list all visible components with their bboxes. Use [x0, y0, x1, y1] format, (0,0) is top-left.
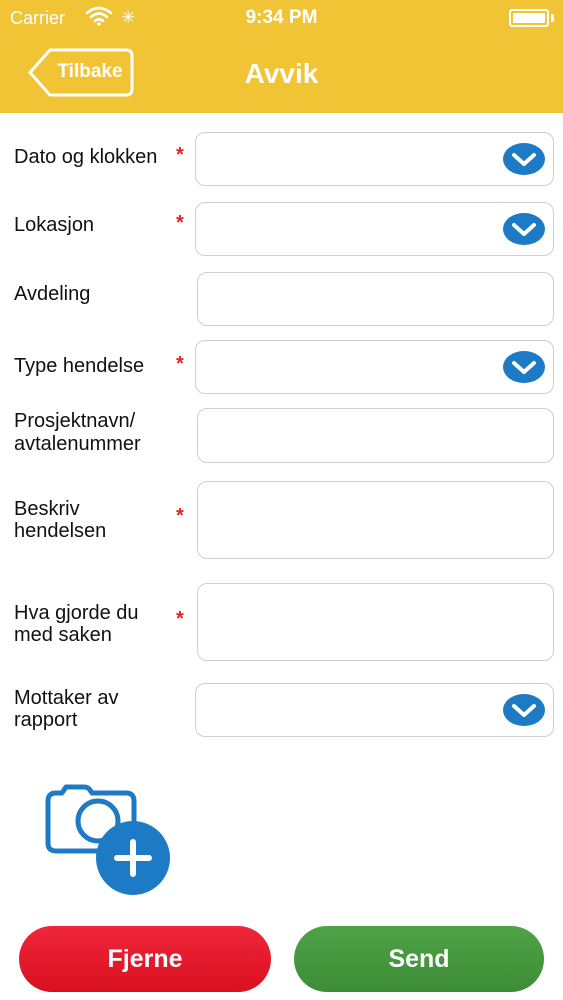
field-label-location: Lokasjon [14, 214, 95, 236]
field-label-report-recipient-line2: rapport [14, 709, 78, 731]
incident-type-dropdown[interactable] [195, 340, 554, 394]
describe-incident-textarea[interactable] [197, 481, 554, 559]
add-photo-button[interactable] [44, 781, 174, 902]
chevron-down-icon [503, 694, 545, 726]
chevron-down-icon [503, 213, 545, 245]
battery-icon [509, 9, 549, 27]
location-dropdown[interactable] [195, 202, 554, 256]
field-label-action-taken-line1: Hva gjorde du [14, 602, 139, 624]
chevron-down-icon [503, 143, 545, 175]
chevron-down-icon [503, 351, 545, 383]
field-label-incident-type: Type hendelse [14, 355, 145, 377]
status-time: 9:34 PM [245, 7, 318, 28]
field-label-describe-incident-line1: Beskriv [14, 498, 80, 520]
page-title: Avvik [244, 58, 319, 89]
required-marker: * [176, 212, 184, 234]
field-label-project-name-line2: avtalenummer [14, 433, 141, 455]
battery-tip [551, 14, 554, 22]
back-button-label: Tilbake [57, 61, 123, 82]
required-marker: * [176, 505, 184, 527]
field-label-project-name-line1: Prosjektnavn/ [14, 410, 136, 432]
carrier-name: Carrier [10, 8, 66, 28]
activity-spinner-icon: ✳ [121, 8, 136, 27]
send-button[interactable]: Send [294, 926, 544, 992]
field-label-action-taken-line2: med saken [14, 624, 112, 646]
remove-button[interactable]: Fjerne [19, 926, 271, 992]
required-marker: * [176, 144, 184, 166]
required-marker: * [176, 353, 184, 375]
field-label-report-recipient-line1: Mottaker av [14, 687, 119, 709]
status-bar [0, 0, 563, 36]
department-input[interactable] [197, 272, 554, 326]
required-marker: * [176, 608, 184, 630]
project-name-input[interactable] [197, 408, 554, 463]
action-taken-textarea[interactable] [197, 583, 554, 661]
report-recipient-dropdown[interactable] [195, 683, 554, 737]
field-label-describe-incident-line2: hendelsen [14, 520, 107, 542]
field-label-date-time: Dato og klokken [14, 146, 158, 168]
date-time-dropdown[interactable] [195, 132, 554, 186]
plus-icon [96, 821, 170, 895]
field-label-department: Avdeling [14, 283, 91, 305]
nav-bar [0, 0, 563, 113]
